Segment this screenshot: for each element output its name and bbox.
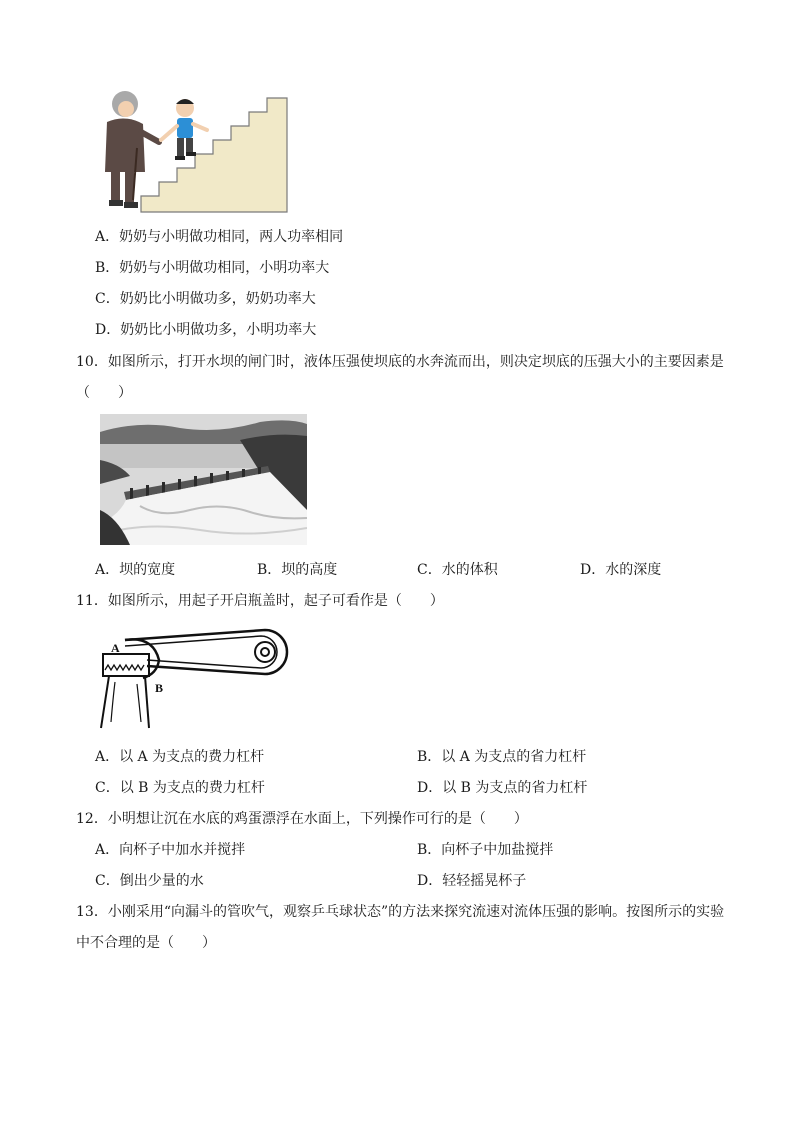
q9-option-b: B．奶奶与小明做功相同，小明功率大 xyxy=(95,260,330,276)
dam-photo xyxy=(100,414,307,545)
q11-option-a: A．以 A 为支点的费力杠杆 xyxy=(95,749,265,765)
q11-option-c: C．以 B 为支点的费力杠杆 xyxy=(95,780,265,796)
q10-option-a: A．坝的宽度 xyxy=(95,562,176,578)
q12-option-d: D．轻轻摇晃杯子 xyxy=(417,873,527,889)
q12-option-b: B．向杯子中加盐搅拌 xyxy=(417,842,554,858)
q10-stem-line2: （ ） xyxy=(76,385,132,401)
q11-option-d: D．以 B 为支点的省力杠杆 xyxy=(417,780,588,796)
bottle-opener-figure xyxy=(95,622,291,732)
q9-option-d: D．奶奶比小明做功多，小明功率大 xyxy=(95,322,317,338)
q13-stem-line2: 中不合理的是（ ） xyxy=(76,935,216,951)
figure-label-b: B xyxy=(155,681,164,695)
q9-option-a: A．奶奶与小明做功相同，两人功率相同 xyxy=(95,229,344,245)
q9-option-c: C．奶奶比小明做功多，奶奶功率大 xyxy=(95,291,316,307)
stairs-figure xyxy=(97,82,289,214)
q10-option-d: D．水的深度 xyxy=(580,562,662,578)
q11-stem: 11．如图所示，用起子开启瓶盖时，起子可看作是（ ） xyxy=(76,593,444,609)
q12-stem: 12．小明想让沉在水底的鸡蛋漂浮在水面上，下列操作可行的是（ ） xyxy=(76,811,528,827)
figure-label-a: A xyxy=(111,641,120,655)
q10-option-b: B．坝的高度 xyxy=(257,562,338,578)
q10-option-c: C．水的体积 xyxy=(417,562,498,578)
q13-stem-line1: 13．小刚采用“向漏斗的管吹气，观察乒乓球状态”的方法来探究流速对流体压强的影响。按图所示的实验 xyxy=(76,904,725,920)
q10-stem-line1: 10．如图所示，打开水坝的闸门时，液体压强使坝底的水奔流而出，则决定坝底的压强大小的主要因素是 xyxy=(76,354,724,370)
q12-option-a: A．向杯子中加水并搅拌 xyxy=(95,842,246,858)
q12-option-c: C．倒出少量的水 xyxy=(95,873,204,889)
q11-option-b: B．以 A 为支点的省力杠杆 xyxy=(417,749,587,765)
